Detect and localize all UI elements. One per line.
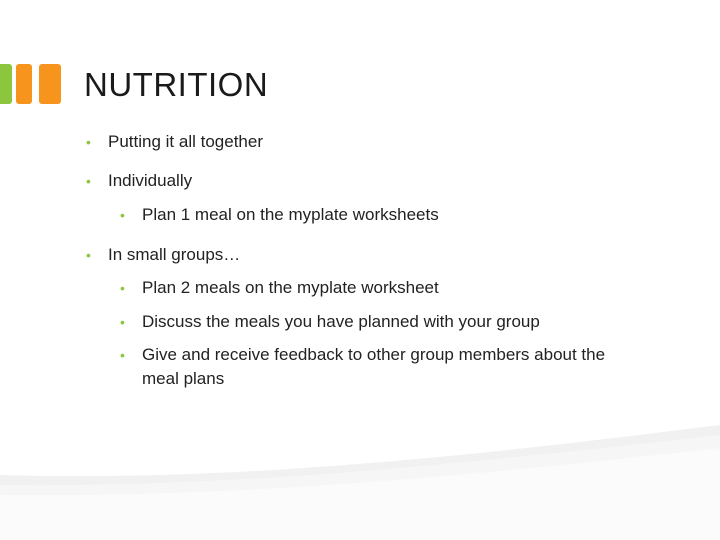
bullet-dot-icon: • (86, 173, 91, 189)
accent-bar-green (0, 64, 12, 104)
accent-bar-orange-wide (39, 64, 61, 104)
bullet-dot-icon: • (86, 247, 91, 263)
bullet-dot-icon: • (120, 207, 125, 223)
sub-bullet-item (120, 310, 642, 334)
bullet-text: Discuss the meals you have planned with your group (142, 312, 540, 331)
sub-bullet-item (120, 343, 642, 391)
bullet-item (86, 130, 263, 154)
bullet-text: In small groups… (108, 245, 241, 264)
bullet-text: Give and receive feedback to other group members about the meal plans (142, 345, 606, 388)
bullet-dot-icon: • (120, 280, 125, 296)
sub-bullet-item (120, 203, 642, 227)
bullet-text: Plan 1 meal on the myplate worksheets (142, 205, 439, 224)
slide-title: NUTRITION (84, 66, 269, 103)
bullet-dot-icon: • (120, 314, 125, 330)
bullet-text: Putting it all together (108, 132, 263, 151)
bullet-item (86, 169, 193, 193)
sub-bullet-item (120, 276, 642, 300)
bullet-text: Individually (108, 171, 193, 190)
bullet-item (86, 243, 241, 267)
bullet-text: Plan 2 meals on the myplate worksheet (142, 278, 439, 297)
footer-swoosh (0, 400, 720, 540)
bullet-dot-icon: • (86, 134, 91, 150)
accent-bar-orange (16, 64, 32, 104)
bullet-dot-icon: • (120, 347, 125, 363)
